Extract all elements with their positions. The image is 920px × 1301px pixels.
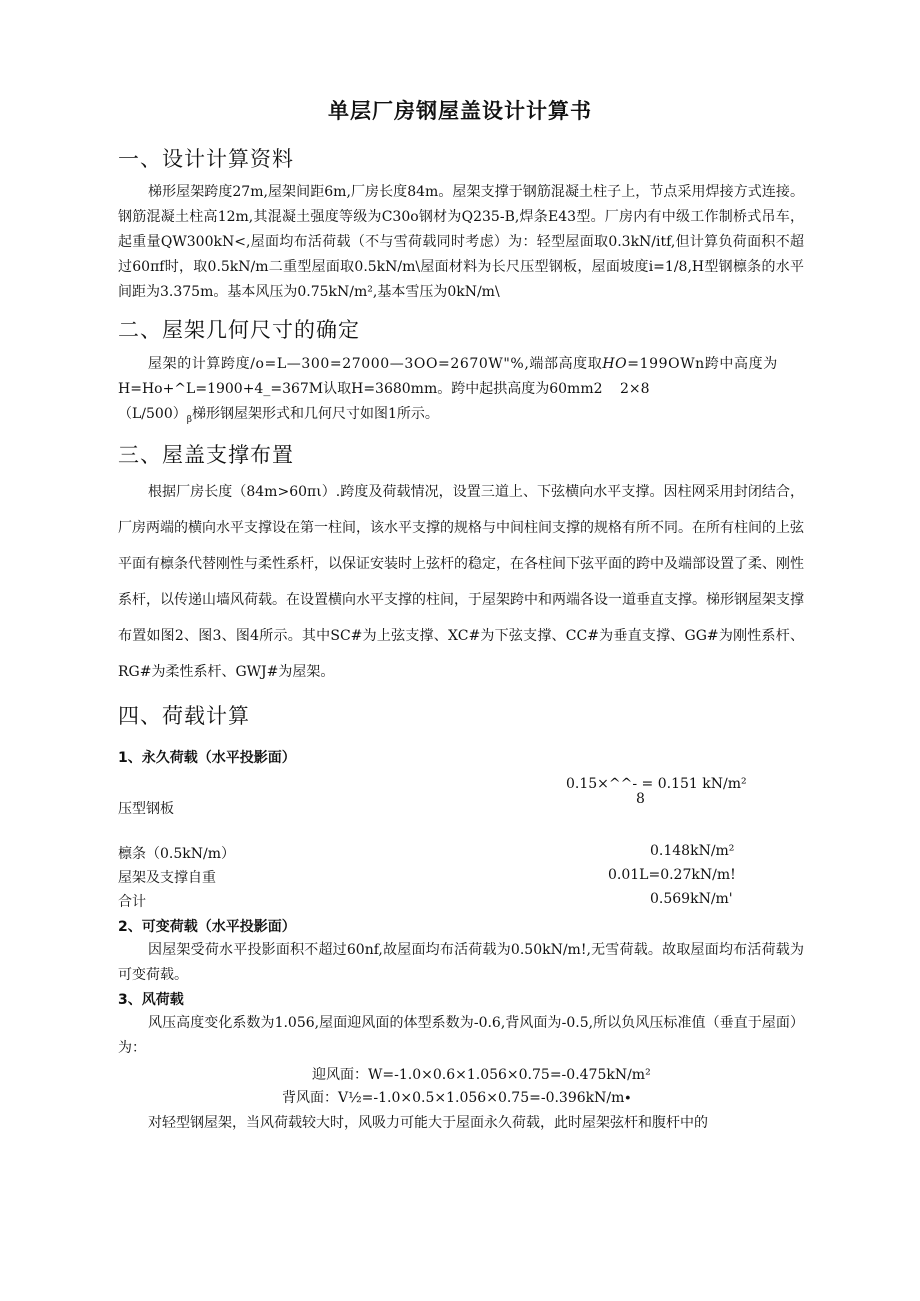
load-row-purlin-value: 0.148kN∕m² bbox=[650, 843, 735, 859]
load-row-truss-value: 0.01L=0.27kN∕m! bbox=[608, 867, 736, 883]
section-2-heading: 二、屋架几何尺寸的确定 bbox=[118, 318, 360, 342]
section-4-heading: 四、荷载计算 bbox=[118, 704, 250, 728]
section-2-line-2 bbox=[118, 377, 804, 402]
sub-heading-wind-load: 3、风荷载 bbox=[118, 992, 184, 1008]
section-2-line-3-sub: β bbox=[186, 414, 192, 425]
formula-steel-sheet: 0.15×^^- = 0.151 kN∕m² bbox=[566, 776, 747, 792]
wind-formula-windward: 迎风面：W=-1.0×0.6×1.056×0.75=-0.475kN∕m² bbox=[312, 1067, 651, 1083]
wind-formula-leeward: 背风面：V½=-1.0×0.5×1.056×0.75=-0.396kN∕m∙ bbox=[282, 1090, 632, 1106]
last-paragraph-line: 对轻型钢屋架，当风荷载较大时，风吸力可能大于屋面永久荷载，此时屋架弦杆和腹杆中的 bbox=[148, 1115, 708, 1131]
section-2-line-1-a: 屋架的计算跨度/o=L—300=27000—3OO=2670W"%,端部高度取 bbox=[148, 356, 603, 372]
section-2-line-1-b: HO bbox=[602, 356, 628, 372]
document-title: 单层厂房钢屋盖设计计算书 bbox=[328, 99, 592, 123]
section-2-line-3-rest: 梯形钢屋架形式和几何尺寸如图1所示。 bbox=[191, 406, 439, 422]
sub-heading-variable-load: 2、可变荷载（水平投影面） bbox=[118, 919, 296, 935]
formula-denominator: 8 bbox=[636, 791, 645, 807]
section-2-line-3 bbox=[118, 402, 804, 433]
sub-heading-permanent-load: 1、永久荷载（水平投影面） bbox=[118, 750, 296, 766]
section-2-line-1 bbox=[118, 352, 804, 377]
section-2-line-3-a: （L∕500） bbox=[118, 406, 187, 422]
load-row-total-value: 0.569kN∕m' bbox=[650, 891, 733, 907]
section-2-line-2-right: 2×8 bbox=[620, 381, 650, 397]
section-1-heading: 一、设计计算资料 bbox=[118, 147, 294, 171]
load-row-total-label: 合计 bbox=[118, 894, 146, 910]
section-2-line-2-text: H=Ho+^L=1900+4_=367M认取H=3680mm。跨中起拱高度为60mm2 bbox=[118, 381, 603, 397]
wind-load-text: 风压高度变化系数为1.056,屋面迎风面的体型系数为-0.6,背风面为-0.5,所以负风压标准值（垂直于屋面）为： bbox=[118, 1015, 804, 1056]
variable-load-text: 因屋架受荷水平投影面积不超过60nf,故屋面均布活荷载为0.50kN∕m!,无雪荷载。故取屋面均布活荷载为可变荷载。 bbox=[118, 942, 804, 983]
section-3-heading: 三、屋盖支撑布置 bbox=[118, 443, 294, 467]
section-1-text: 梯形屋架跨度27m,屋架间距6m,厂房长度84m。屋架支撑于钢筋混凝土柱子上，节点采用焊接方式连接。钢筋混凝土柱高12m,其混凝土强度等级为C30o钢材为Q235-B,焊条E43型。厂房内有中级工作制桥式吊车，起重量QW300kN<,屋面均布活荷载（不与雪荷载同时考虑）为：轻型屋面取0.3kN∕itf,但计算负荷面积不超过60πf时，取0.5kN∕m二重型屋面取0.5kN/m\屋面材料为长尺压型钢板，屋面坡度i=1/8,H型钢檩条的水平间距为3.375m。基本风压为0.75kN∕m²,基本雪压为0kN∕m\ bbox=[118, 184, 804, 300]
section-3-text: 根据厂房长度（84m>60πι）.跨度及荷载情况，设置三道上、下弦横向水平支撑。因柱网采用封闭结合，厂房两端的横向水平支撑设在第一柱间，该水平支撑的规格与中间柱间支撑的规格有所不同。在所有柱间的上弦平面有檩条代替刚性与柔性系杆，以保证安装时上弦杆的稳定，在各柱间下弦平面的跨中及端部设置了柔、刚性系杆，以传递山墙风荷载。在设置横向水平支撑的柱间，于屋架跨中和两端各设一道垂直支撑。梯形钢屋架支撑布置如图2、图3、图4所示。其中SC#为上弦支撑、XC#为下弦支撑、CC#为垂直支撑、GG#为刚性系杆、RG#为柔性系杆、GWJ#为屋架。 bbox=[118, 484, 804, 680]
load-row-truss-label: 屋架及支撑自重 bbox=[118, 870, 216, 886]
load-row-steel-sheet-label: 压型钢板 bbox=[118, 801, 174, 817]
load-row-purlin-label: 檩条（0.5kN∕m） bbox=[118, 846, 235, 862]
section-2-line-1-c: =199OWn跨中高度为 bbox=[627, 356, 778, 372]
